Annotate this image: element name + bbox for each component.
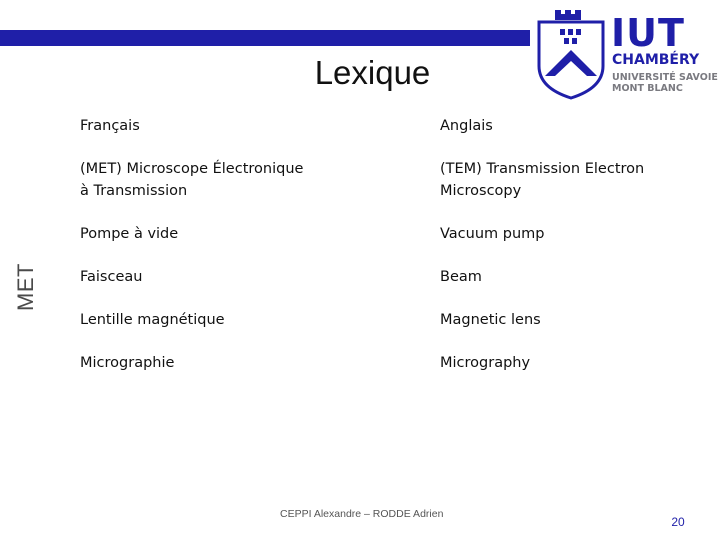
french-term: Lentille magnétique	[80, 312, 225, 328]
french-term	[80, 158, 380, 202]
french-term: Micrographie	[80, 355, 175, 371]
french-term: Faisceau	[80, 269, 143, 285]
english-term: Micrography	[440, 355, 531, 371]
english-term-line: Microscopy	[440, 183, 522, 199]
french-term-line: (MET) Microscope Électronique	[80, 161, 304, 177]
column-header-english: Anglais	[440, 118, 493, 134]
english-term: Magnetic lens	[440, 312, 541, 328]
english-term: Beam	[440, 269, 482, 285]
side-section-label-text: MET	[13, 263, 38, 311]
logo-chambery-text: CHAMBÉRY	[612, 52, 700, 68]
french-term-line: à Transmission	[80, 183, 188, 199]
french-term: Pompe à vide	[80, 226, 179, 242]
slide-footer: CEPPI Alexandre – RODDE Adrien	[280, 508, 444, 520]
page-number: 20	[671, 515, 685, 529]
logo-iut-text: IUT	[611, 11, 685, 55]
logo-university-line1: UNIVERSITÉ SAVOIE	[612, 72, 718, 83]
column-header-french: Français	[80, 118, 140, 134]
logo-university-text	[612, 73, 718, 94]
slide-title: Lexique	[314, 54, 431, 91]
english-term-line: (TEM) Transmission Electron	[440, 161, 645, 177]
header-band	[0, 30, 530, 46]
iut-shield-icon	[535, 4, 607, 100]
english-term	[440, 158, 690, 202]
side-section-label	[6, 262, 46, 312]
iut-chambery-logo	[535, 4, 720, 100]
logo-university-line2: MONT BLANC	[612, 82, 683, 94]
english-term: Vacuum pump	[440, 226, 545, 242]
